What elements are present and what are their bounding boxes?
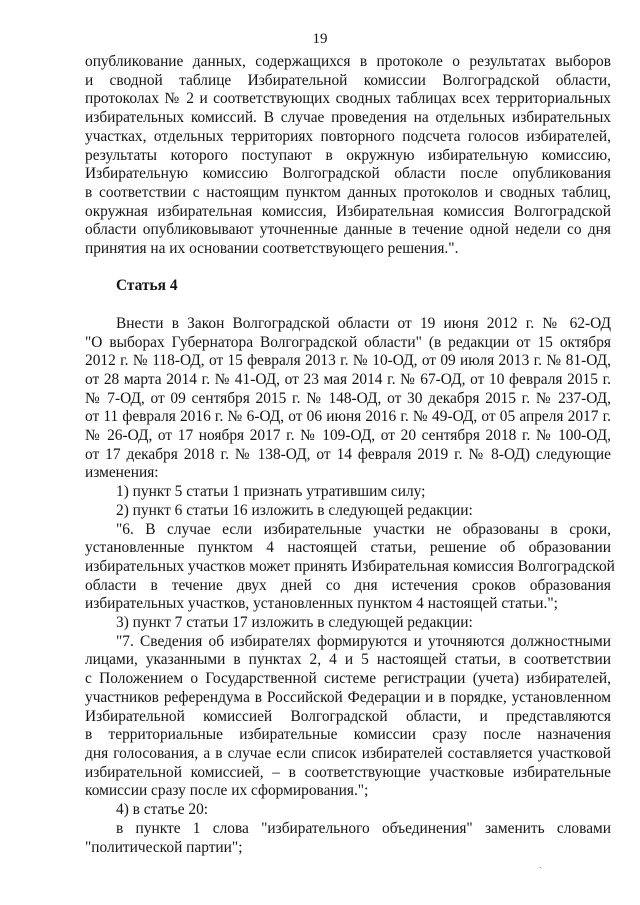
text-line: и сводной таблице Избирательной комиссии Волгоградской области, — [85, 71, 611, 89]
text-line: № 26-ОД, от 17 ноября 2017 г. № 109-ОД, от 20 сентября 2018 г. № 100-ОД, — [85, 427, 611, 445]
spacer — [85, 259, 611, 278]
text-line: избирательной комиссией, – в соответствующие участковые избирательные — [85, 763, 611, 781]
text-line: избирательных участков может принять Избирательная комиссия Волгоградской — [85, 557, 615, 575]
text-line: Избирательной комиссией Волгоградской области, и представляются — [85, 707, 611, 725]
text-line: "политической партии"; — [85, 838, 243, 856]
text-line: в соответствии с настоящим пунктом данных протоколов и сводных таблиц, — [85, 183, 611, 201]
text-line: от 28 марта 2014 г. № 41-ОД, от 23 мая 2014 г. № 67-ОД, от 10 февраля 2015 г. — [85, 370, 611, 388]
text-line: с Положением о Государственной системе регистрации (учета) избирателей, — [85, 670, 611, 688]
text-line: от 17 декабря 2018 г. № 138-ОД, от 14 февраля 2019 г. № 8-ОД) следующие — [85, 445, 611, 463]
scan-mark: ˎ — [539, 858, 543, 869]
article-heading: Статья 4 — [116, 277, 178, 295]
spacer — [85, 296, 611, 315]
text-line: принятия на их основании соответствующего решения.". — [85, 240, 459, 258]
text-line: от 11 февраля 2016 г. № 6-ОД, от 06 июня 2016 г. № 49-ОД, от 05 апреля 2017 г. — [85, 408, 611, 426]
text-line: в пункте 1 слова "избирательного объединения" заменить словами — [116, 819, 611, 837]
intro-paragraph — [85, 53, 611, 259]
text-line: 3) пункт 7 статьи 17 изложить в следующей редакции: — [116, 614, 473, 632]
text-line: протоколах № 2 и соответствующих сводных таблицах всех территориальных — [85, 90, 611, 108]
page-number: 19 — [312, 31, 328, 47]
text-line: 2012 г. № 118-ОД, от 15 февраля 2013 г. № 10-ОД, от 09 июля 2013 г. № 81-ОД, — [85, 352, 611, 370]
article-body — [85, 314, 615, 857]
text-line: Избирательную комиссию Волгоградской области после опубликования — [85, 165, 611, 183]
text-line: изменения: — [85, 464, 159, 482]
text-line: лицами, указанными в пунктах 2, 4 и 5 настоящей статьи, в соответствии — [85, 651, 611, 669]
document-body — [85, 53, 615, 857]
text-line: установленные пунктом 4 настоящей статьи, решение об образовании — [85, 539, 611, 557]
text-line: избирательных комиссий. В случае проведения на отдельных избирательных — [85, 109, 611, 127]
text-line: в территориальные избирательные комиссии сразу после назначения — [85, 726, 611, 744]
text-line: Внести в Закон Волгоградской области от 19 июня 2012 г. № 62-ОД — [116, 314, 611, 332]
text-line: области опубликовывают уточненные данные в течение одной недели со дня — [85, 221, 611, 239]
text-line: 1) пункт 5 статьи 1 признать утратившим силу; — [116, 483, 426, 501]
text-line: комиссии сразу после их сформирования."; — [85, 782, 369, 800]
text-line: участках, отдельных территориях повторного подсчета голосов избирателей, — [85, 127, 611, 145]
text-line: опубликование данных, содержащихся в протоколе о результатах выборов — [85, 53, 611, 70]
text-line: "7. Сведения об избирателях формируются и уточняются должностными — [116, 632, 611, 650]
text-line: области в течение двух дней со дня истечения сроков образования — [85, 576, 611, 594]
text-line: 2) пункт 6 статьи 16 изложить в следующей редакции: — [116, 501, 473, 519]
text-line: окружная избирательная комиссия, Избирательная комиссия Волгоградской — [85, 202, 611, 220]
text-line: результаты которого поступают в окружную избирательную комиссию, — [85, 146, 611, 164]
text-line: дня голосования, а в случае если список избирателей составляется участковой — [85, 744, 611, 762]
text-line: № 7-ОД, от 09 сентября 2015 г. № 148-ОД, от 30 декабря 2015 г. № 237-ОД, — [85, 389, 611, 407]
text-line: "О выборах Губернатора Волгоградской области" (в редакции от 15 октября — [85, 333, 611, 351]
text-line: 4) в статье 20: — [116, 801, 209, 819]
text-line: "6. В случае если избирательные участки не образованы в сроки, — [116, 520, 611, 538]
text-line: избирательных участков, установленных пунктом 4 настоящей статьи."; — [85, 595, 558, 613]
text-line: участников референдума в Российской Федерации и в порядке, установленном — [85, 688, 611, 706]
